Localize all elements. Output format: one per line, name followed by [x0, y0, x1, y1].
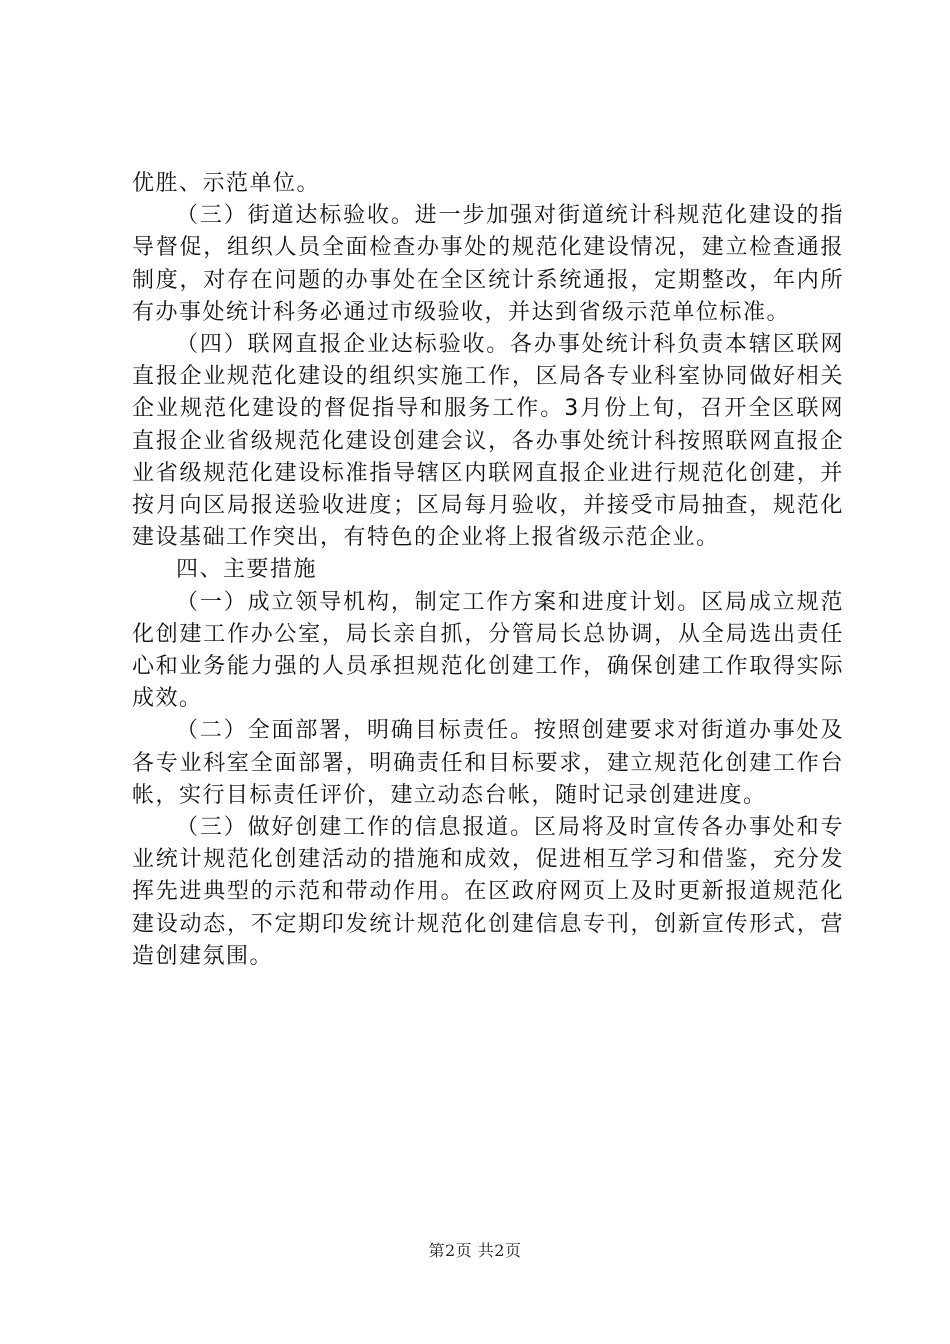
paragraph-street-acceptance: （三）街道达标验收。进一步加强对街道统计科规范化建设的指导督促，组织人员全面检查办事处的规范化建设情况，建立检查通报制度，对存在问题的办事处在全区统计系统通报，定期整改，年内所有办事处统计科务必通过市级验收，并达到省级示范单位标准。 — [132, 203, 844, 325]
paragraph-information-reporting: （三）做好创建工作的信息报道。区局将及时宣传各办事处和专业统计规范化创建活动的措施和成效，促进相互学习和借鉴，充分发挥先进典型的示范和带动作用。在区政府网页上及时更新报道规范化建设动态，不定期印发统计规范化创建信息专刊，创新宣传形式，营造创建氛围。 — [132, 815, 844, 969]
paragraph-leadership: （一）成立领导机构，制定工作方案和进度计划。区局成立规范化创建工作办公室，局长亲自抓，分管局长总协调，从全局选出责任心和业务能力强的人员承担规范化创建工作，确保创建工作取得实际成效。 — [132, 589, 844, 712]
section-heading-main-measures: 四、主要措施 — [176, 557, 318, 583]
paragraph-continuation: 优胜、示范单位。 — [132, 171, 321, 196]
document-body — [132, 168, 844, 973]
paragraph-deployment: （二）全面部署，明确目标责任。按照创建要求对街道办事处及各专业科室全面部署，明确责任和目标要求，建立规范化创建工作台帐，实行目标责任评价，建立动态台帐，随时记录创建进度。 — [132, 718, 844, 808]
paragraph-enterprise-acceptance: （四）联网直报企业达标验收。各办事处统计科负责本辖区联网直报企业规范化建设的组织实施工作，区局各专业科室协同做好相关企业规范化建设的督促指导和服务工作。3月份上旬，召开全区联网直报企业省级规范化建设创建会议，各办事处统计科按照联网直报企业省级规范化建设标准指导辖区内联网直报企业进行规范化创建，并按月向区局报送验收进度；区局每月验收，并接受市局抽查，规范化建设基础工作突出，有特色的企业将上报省级示范企业。 — [132, 332, 844, 551]
page-footer: 第2页 共2页 — [428, 1241, 522, 1260]
